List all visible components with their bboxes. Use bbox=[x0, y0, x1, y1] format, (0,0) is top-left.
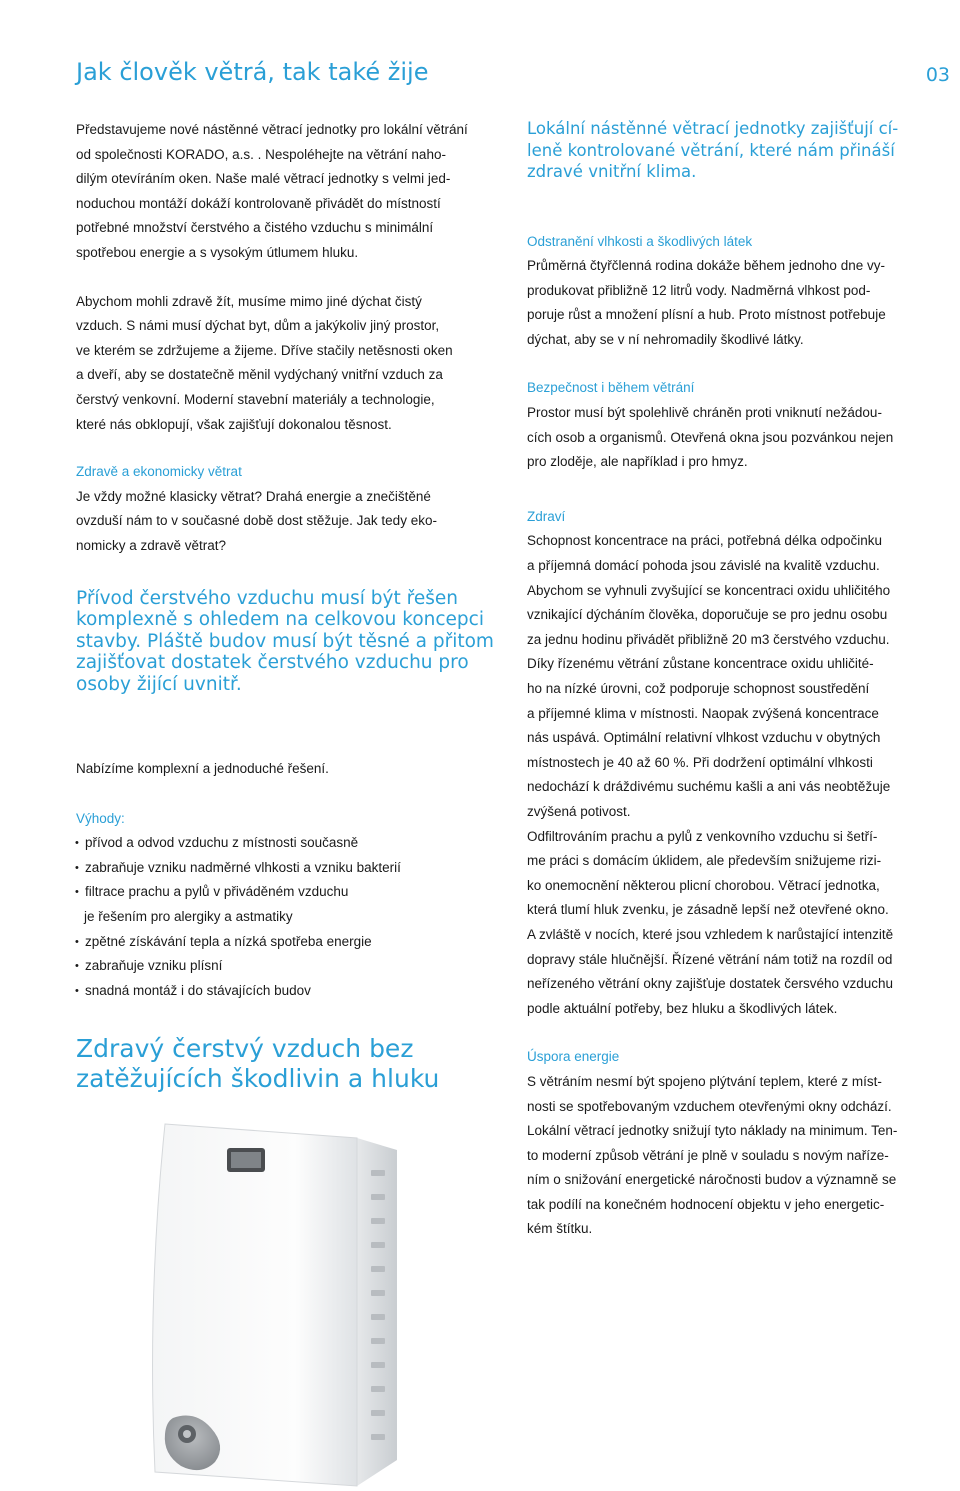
unit-side-panel bbox=[357, 1138, 397, 1486]
pull-quote: Přívod čerstvého vzduchu musí být řešen komplexně s ohledem na celkovou koncepci stavby. Pláště budov musí být těsné a přitom zajišťovat dostatek čerstvého vzduchu pro osoby žijící uvnitř. bbox=[76, 587, 494, 695]
right-column bbox=[527, 118, 927, 1242]
section-heading-safety: Bezpečnost i během větrání bbox=[527, 380, 695, 396]
big-heading: Zdravý čerstvý vzduch bez zatěžujících škodlivin a hluku bbox=[76, 1034, 440, 1094]
list-item: • filtrace prachu a pylů v přiváděném vzduchu je řešením pro alergiky a astmatiky bbox=[76, 880, 496, 929]
offer-text: Nabízíme komplexní a jednoduché řešení. bbox=[76, 761, 329, 776]
bullet-icon: • bbox=[75, 837, 79, 850]
list-item: • snadná montáž i do stávajících budov bbox=[76, 979, 496, 1004]
section-text-healthy-ventilation: Je vždy možné klasicky větrat? Drahá energie a znečištěné ovzduší nám to v současné době dost stěžuje. Jak tedy eko- nomicky a zdravě větrat? bbox=[76, 488, 437, 553]
list-item: • zabraňuje vzniku nadměrné vlhkosti a vzniku bakterií bbox=[76, 856, 496, 881]
list-item: • zabraňuje vzniku plísní bbox=[76, 954, 496, 979]
paragraph-clean-air: Abychom mohli zdravě žít, musíme mimo jiné dýchat čistý vzduch. S námi musí dýchat byt, dům a jakýkoliv jiný prostor, ve kterém se zdržujeme a žijeme. Dříve stačily netěsnosti oken a dveří, aby se dostatečně měnil vydýchaný vnitřní vzduch za čerstvý venkovní. Moderní stavební materiály a technologie, které nás obklopují, však zajišťují dokonalou těsnost. bbox=[76, 293, 453, 432]
bullet-icon: • bbox=[75, 861, 79, 874]
section-text-safety: Prostor musí být spolehlivě chráněn proti vniknutí nežádou- cích osob a organismů. Otevřená okna jsou pozvánkou nejen pro zloděje, ale například i pro hmyz. bbox=[527, 405, 894, 470]
ventilation-unit-image bbox=[135, 1110, 425, 1490]
section-heading-healthy-ventilation: Zdravě a ekonomicky větrat bbox=[76, 464, 242, 480]
section-text-energy: S větráním nesmí být spojeno plýtvání teplem, které z míst- nosti se spotřebovaným vzduchem otevřenými okny odchází. Lokální větrací jednotky snižují tyto náklady na minimum. Ten- to moderní způsob větrání je plně v souladu s novým naříze- ním o snižování energetické náročnosti budov a významně se tak podílí na konečném hodnocení objektu v jeho energetic- kém štítku. bbox=[527, 1073, 898, 1237]
page-number: 03 bbox=[925, 64, 950, 86]
section-text-humidity: Průměrná čtyřčlenná rodina dokáže během jednoho dne vy- produkovat přibližně 12 litrů vody. Nadměrná vlhkost pod- poruje růst a množení plísní a hub. Proto místnost potřebuje dýchat, aby se v ní nehromadily škodlivé látky. bbox=[527, 258, 886, 347]
page-title: Jak člověk větrá, tak také žije bbox=[76, 58, 429, 86]
bullet-icon: • bbox=[75, 960, 79, 973]
list-item: • zpětné získávání tepla a nízká spotřeba energie bbox=[76, 930, 496, 955]
section-heading-energy: Úspora energie bbox=[527, 1049, 620, 1065]
benefits-list bbox=[76, 831, 496, 1003]
benefits-heading: Výhody: bbox=[76, 810, 125, 826]
intro-paragraph: Představujeme nové nástěnné větrací jednotky pro lokální větrání od společnosti KORADO, a.s. . Nespoléhejte na větrání naho- dilým otevíráním oken. Naše malé větrací jednotky s velmi jed- noduchou montáží dokáží kontrolovaně přivádět do místností potřebné množství čerstvého a čistého vzduchu s minimální spotřebou energie a s vysokým útlumem hluku. bbox=[76, 122, 468, 260]
bullet-icon: • bbox=[75, 984, 79, 997]
left-column bbox=[76, 118, 496, 1094]
section-heading-humidity: Odstranění vlhkosti a škodlivých látek bbox=[527, 233, 753, 249]
right-intro: Lokální nástěnné větrací jednotky zajišťují cí- leně kontrolované větrání, které nám přináší zdravé vnitřní klima. bbox=[527, 119, 899, 181]
bullet-icon: • bbox=[75, 935, 79, 948]
section-heading-health: Zdraví bbox=[527, 508, 566, 524]
bullet-icon: • bbox=[75, 886, 79, 899]
section-text-health: Schopnost koncentrace na práci, potřebná délka odpočinku a příjemná domácí pohoda jsou závislé na kvalitě vzduchu. Abychom se vyhnuli zvyšující se koncentraci oxidu uhličitého vznikající dýcháním člověka, doporučuje se pro jednu osobu za jednu hodinu přivádět přibližně 20 m3 čerstvého vzduchu. Díky řízenému větrání zůstane koncentrace oxidu uhličité- ho na nízké úrovni, což podporuje schopnost soustředění a příjemné klima v místnosti. Naopak zvýšená koncentrace nás uspává. Optimální relativní vlhkost vzduchu v obytných místnostech je 40 až 60 %. Při dodržení optimální vlhkosti nedochází k dráždivému suchému kašli a ani vás neobtěžuje zvýšená potivost. Odfiltrováním prachu a pylů z venkovního vzduchu si šetří- me práci s domácím úklidem, ale především snižujeme rizi- ko onemocnění některou plicní chorobou. Větrací jednotka, která tlumí hluk zvenku, je zásadně lepší než otevřené okno. A zvláště v nocích, které jsou vzhledem k narůstající intenzitě dopravy stále hlučnější. Řízené větrání nám totiž na rozdíl od neřízeného větrání okny zajišťuje dostatek čersvého vzduchu podle aktuální potřeby, bez hluku a škodlivých látek. bbox=[527, 533, 894, 1016]
list-item: • přívod a odvod vzduchu z místnosti současně bbox=[76, 831, 496, 856]
